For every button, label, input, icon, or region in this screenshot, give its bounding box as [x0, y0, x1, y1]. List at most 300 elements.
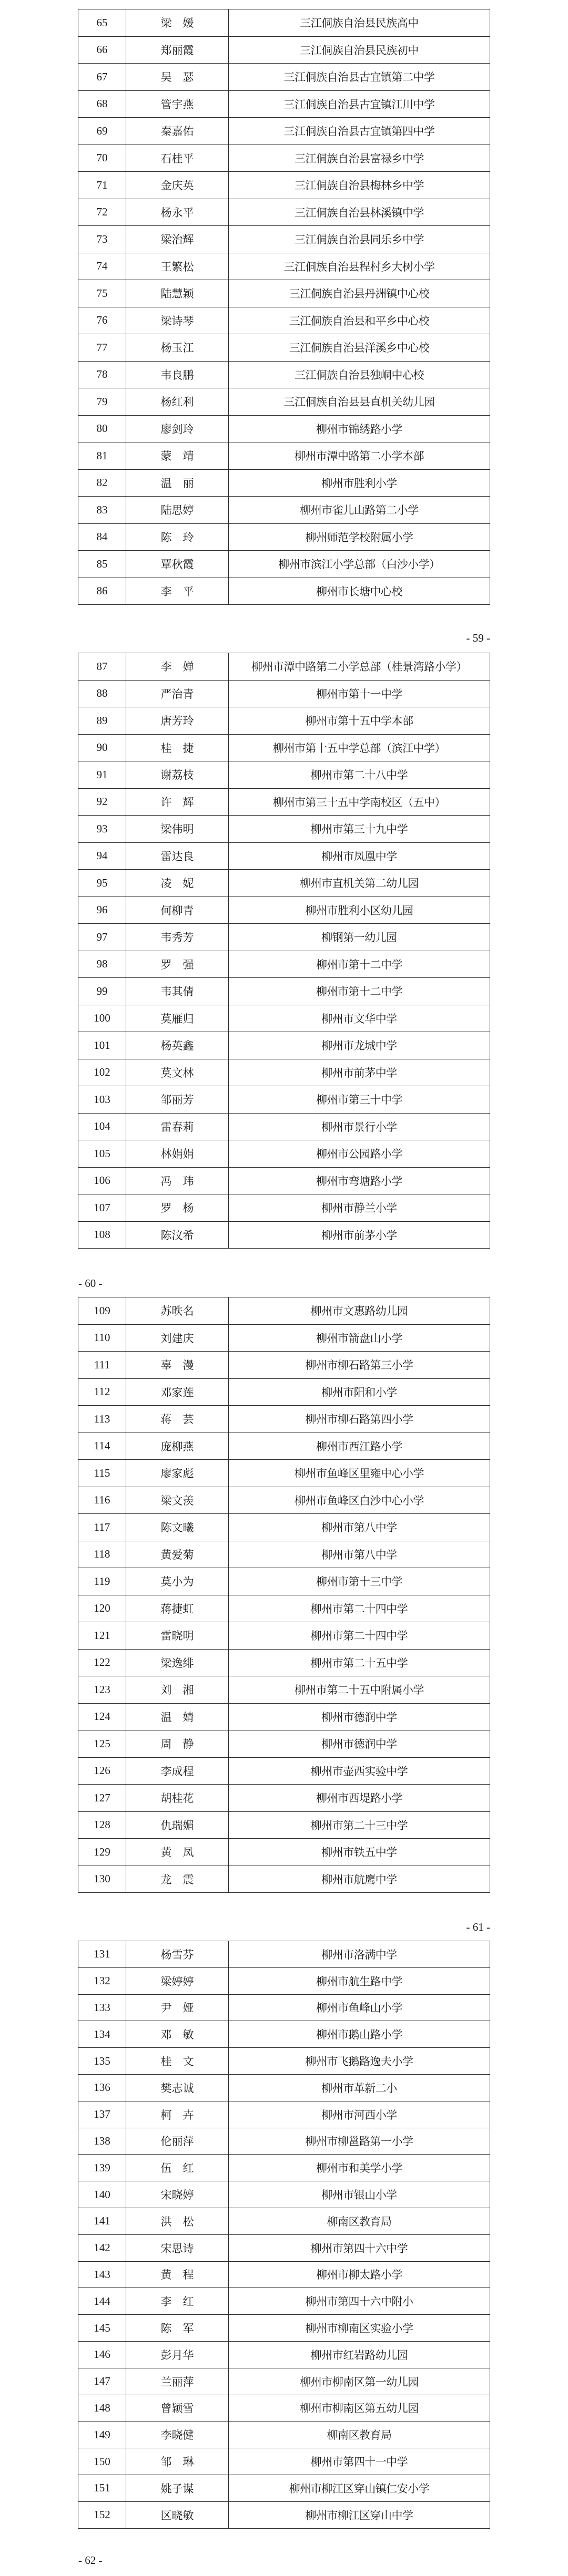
- table-row: [78, 978, 490, 1005]
- work-unit: 三江侗族自治县富禄乡中学: [229, 145, 490, 172]
- page-number: - 62 -: [78, 2554, 103, 2567]
- work-unit: 柳州市第四十六中学: [229, 2234, 490, 2261]
- table-row: [78, 1433, 490, 1460]
- table-row: [78, 1568, 490, 1595]
- work-unit: 柳州市第三十九中学: [229, 816, 490, 843]
- row-number: 96: [78, 897, 126, 924]
- row-number: 128: [78, 1811, 126, 1839]
- person-name: 杨玉江: [126, 334, 229, 362]
- table-row: [78, 2315, 490, 2342]
- work-unit: 柳州市鹅山路小学: [229, 2021, 490, 2048]
- work-unit: 柳州市西江路小学: [229, 1433, 490, 1460]
- person-name: 梁诗琴: [126, 307, 229, 334]
- person-name: 龙 震: [126, 1866, 229, 1893]
- table-row: [78, 1460, 490, 1487]
- row-number: 104: [78, 1113, 126, 1140]
- work-unit: 柳州市壶西实验中学: [229, 1757, 490, 1785]
- work-unit: 柳州市飞鹅路逸夫小学: [229, 2048, 490, 2075]
- row-number: 151: [78, 2475, 126, 2501]
- row-number: 116: [78, 1487, 126, 1514]
- work-unit: 柳州市箭盘山小学: [229, 1324, 490, 1352]
- work-unit: 柳州市柳邕路第一小学: [229, 2128, 490, 2155]
- person-name: 刘建庆: [126, 1324, 229, 1352]
- table-row: [78, 2074, 490, 2101]
- table-row: [78, 172, 490, 199]
- row-number: 147: [78, 2368, 126, 2395]
- work-unit: 柳州市景行小学: [229, 1113, 490, 1140]
- row-number: 114: [78, 1433, 126, 1460]
- person-name: 凌 妮: [126, 870, 229, 897]
- table-row: [78, 1839, 490, 1866]
- row-number: 138: [78, 2128, 126, 2155]
- person-name: 王繁松: [126, 253, 229, 280]
- person-name: 梁文羡: [126, 1487, 229, 1514]
- table-row: [78, 469, 490, 497]
- work-unit: 柳州市第十二中学: [229, 978, 490, 1005]
- work-unit: 柳州市直机关第二幼儿园: [229, 870, 490, 897]
- row-number: 120: [78, 1595, 126, 1622]
- work-unit: 柳州市锦绣路小学: [229, 415, 490, 442]
- row-number: 149: [78, 2422, 126, 2448]
- table-row: [78, 334, 490, 362]
- table-row: [78, 2395, 490, 2422]
- row-number: 75: [78, 280, 126, 307]
- work-unit: 柳州市鱼峰山小学: [229, 1994, 490, 2021]
- work-unit: 三江侗族自治县程村乡大树小学: [229, 253, 490, 280]
- row-number: 80: [78, 415, 126, 442]
- person-name: 陆慧颖: [126, 280, 229, 307]
- row-number: 137: [78, 2101, 126, 2128]
- row-number: 108: [78, 1221, 126, 1249]
- work-unit: 柳州市柳江区穿山中学: [229, 2501, 490, 2528]
- work-unit: 柳州市柳江区穿山镇仁安小学: [229, 2475, 490, 2501]
- person-name: 管宇燕: [126, 90, 229, 118]
- table-row: [78, 2341, 490, 2368]
- work-unit: 柳州市前茅中学: [229, 1059, 490, 1086]
- table-row: [78, 1785, 490, 1812]
- person-name: 辜 漫: [126, 1352, 229, 1379]
- work-unit: 三江侗族自治县民族初中: [229, 36, 490, 64]
- person-name: 宋晓婷: [126, 2181, 229, 2208]
- work-unit: 柳州市革新二小: [229, 2074, 490, 2101]
- row-number: 117: [78, 1514, 126, 1541]
- row-number: 67: [78, 64, 126, 91]
- row-number: 98: [78, 951, 126, 978]
- table-row: [78, 361, 490, 388]
- work-unit: 柳州市前茅小学: [229, 1221, 490, 1249]
- person-name: 吴 瑟: [126, 64, 229, 91]
- row-number: 126: [78, 1757, 126, 1785]
- person-name: 梁逸绯: [126, 1649, 229, 1676]
- row-number: 130: [78, 1866, 126, 1893]
- work-unit: 柳州市铁五中学: [229, 1839, 490, 1866]
- row-number: 84: [78, 523, 126, 551]
- work-unit: 三江侗族自治县民族高中: [229, 9, 490, 37]
- table-row: [78, 1059, 490, 1086]
- person-name: 李 平: [126, 578, 229, 605]
- row-number: 94: [78, 842, 126, 870]
- person-name: 郑丽霞: [126, 36, 229, 64]
- work-unit: 柳州市红岩路幼儿园: [229, 2341, 490, 2368]
- table-row: [78, 788, 490, 816]
- row-number: 81: [78, 442, 126, 470]
- person-name: 樊志诚: [126, 2074, 229, 2101]
- work-unit: 柳州市第三十中学: [229, 1086, 490, 1114]
- person-name: 区晓敏: [126, 2501, 229, 2528]
- table-row: [78, 199, 490, 226]
- row-number: 86: [78, 578, 126, 605]
- work-unit: 柳州市胜利小区幼儿园: [229, 897, 490, 924]
- table-row: [78, 924, 490, 951]
- table-row: [78, 951, 490, 978]
- person-name: 覃秋霞: [126, 551, 229, 578]
- person-name: 尹 娅: [126, 1994, 229, 2021]
- row-number: 88: [78, 680, 126, 707]
- row-number: 132: [78, 1967, 126, 1994]
- work-unit: 柳州市公园路小学: [229, 1140, 490, 1168]
- row-number: 110: [78, 1324, 126, 1352]
- work-unit: 柳州市和美学小学: [229, 2155, 490, 2181]
- work-unit: 柳州市潭中路第二小学总部（桂景湾路小学）: [229, 653, 490, 681]
- person-name: 梁婷婷: [126, 1967, 229, 1994]
- row-number: 124: [78, 1703, 126, 1730]
- table-row: [78, 2261, 490, 2288]
- table-row: [78, 9, 490, 37]
- table-row: [78, 1595, 490, 1622]
- row-number: 95: [78, 870, 126, 897]
- person-name: 曾颖雪: [126, 2395, 229, 2422]
- person-name: 彭月华: [126, 2341, 229, 2368]
- table-row: [78, 1352, 490, 1379]
- row-number: 97: [78, 924, 126, 951]
- page-number: - 60 -: [78, 1277, 103, 1290]
- person-name: 陆思婷: [126, 497, 229, 524]
- work-unit: 柳州市长塘中心校: [229, 578, 490, 605]
- row-number: 141: [78, 2208, 126, 2234]
- table-row: [78, 1297, 490, 1325]
- person-name: 周 静: [126, 1730, 229, 1758]
- person-name: 韦其倩: [126, 978, 229, 1005]
- page-number: - 61 -: [466, 1921, 490, 1933]
- work-unit: 柳州市第三十五中学南校区（五中）: [229, 788, 490, 816]
- person-name: 胡桂花: [126, 1785, 229, 1812]
- work-unit: 柳州市胜利小学: [229, 469, 490, 497]
- work-unit: 柳州市潭中路第二小学本部: [229, 442, 490, 470]
- row-number: 125: [78, 1730, 126, 1758]
- person-name: 金庆英: [126, 172, 229, 199]
- person-name: 蒋捷虹: [126, 1595, 229, 1622]
- table-row: [78, 1757, 490, 1785]
- table-row: [78, 1324, 490, 1352]
- work-unit: 柳州市滨江小学总部（白沙小学）: [229, 551, 490, 578]
- work-unit: 柳州市第二十八中学: [229, 761, 490, 789]
- work-unit: 柳州市柳石路第三小学: [229, 1352, 490, 1379]
- row-number: 73: [78, 226, 126, 253]
- work-unit: 柳州市洛满中学: [229, 1941, 490, 1968]
- table-row: [78, 415, 490, 442]
- table-row: [78, 1487, 490, 1514]
- person-name: 刘 湘: [126, 1676, 229, 1704]
- table-row: [78, 2021, 490, 2048]
- person-name: 宋思诗: [126, 2234, 229, 2261]
- row-number: 74: [78, 253, 126, 280]
- work-unit: 柳州市阳和小学: [229, 1378, 490, 1406]
- work-unit: 三江侗族自治县县直机关幼儿园: [229, 388, 490, 416]
- table-row: [78, 2422, 490, 2448]
- work-unit: 柳州市第十一中学: [229, 680, 490, 707]
- table-row: [78, 1167, 490, 1194]
- work-unit: 三江侗族自治县林溪镇中学: [229, 199, 490, 226]
- person-name: 邓 敏: [126, 2021, 229, 2048]
- table-row: [78, 2128, 490, 2155]
- work-unit: 柳州市第二十四中学: [229, 1622, 490, 1650]
- work-unit: 柳州市德润中学: [229, 1703, 490, 1730]
- table-row: [78, 36, 490, 64]
- work-unit: 三江侗族自治县梅林乡中学: [229, 172, 490, 199]
- table-row: [78, 1649, 490, 1676]
- person-name: 林娟娟: [126, 1140, 229, 1168]
- work-unit: 柳州市银山小学: [229, 2181, 490, 2208]
- table-row: [78, 2475, 490, 2501]
- table-row: [78, 2101, 490, 2128]
- table-row: [78, 118, 490, 145]
- row-number: 78: [78, 361, 126, 388]
- person-name: 李成程: [126, 1757, 229, 1785]
- row-number: 144: [78, 2288, 126, 2315]
- work-unit: 柳州市第十五中学本部: [229, 707, 490, 735]
- row-number: 152: [78, 2501, 126, 2528]
- work-unit: 柳州市第二十五中学: [229, 1649, 490, 1676]
- row-number: 140: [78, 2181, 126, 2208]
- row-number: 136: [78, 2074, 126, 2101]
- table-row: [78, 2448, 490, 2475]
- work-unit: 三江侗族自治县洋溪乡中心校: [229, 334, 490, 362]
- table-row: [78, 388, 490, 416]
- work-unit: 三江侗族自治县同乐乡中学: [229, 226, 490, 253]
- row-number: 91: [78, 761, 126, 789]
- table-row: [78, 653, 490, 681]
- work-unit: 三江侗族自治县和平乡中心校: [229, 307, 490, 334]
- table-row: [78, 870, 490, 897]
- table-row: [78, 1811, 490, 1839]
- person-name: 李 婵: [126, 653, 229, 681]
- person-name: 邓家莲: [126, 1378, 229, 1406]
- work-unit: 柳州市第十五中学总部（滨江中学）: [229, 734, 490, 761]
- row-number: 66: [78, 36, 126, 64]
- work-unit: 三江侗族自治县古宜镇江川中学: [229, 90, 490, 118]
- row-number: 105: [78, 1140, 126, 1168]
- table-row: [78, 897, 490, 924]
- work-unit: 三江侗族自治县古宜镇第二中学: [229, 64, 490, 91]
- work-unit: 柳州市弯塘路小学: [229, 1167, 490, 1194]
- row-number: 101: [78, 1032, 126, 1059]
- row-number: 77: [78, 334, 126, 362]
- table-row: [78, 734, 490, 761]
- person-name: 莫文林: [126, 1059, 229, 1086]
- work-unit: 三江侗族自治县丹洲镇中心校: [229, 280, 490, 307]
- table-row: [78, 707, 490, 735]
- row-number: 103: [78, 1086, 126, 1114]
- table-row: [78, 2288, 490, 2315]
- row-number: 135: [78, 2048, 126, 2075]
- table-row: [78, 2208, 490, 2234]
- row-number: 122: [78, 1649, 126, 1676]
- work-unit: 柳州市第二十四中学: [229, 1595, 490, 1622]
- work-unit: 柳州市第十三中学: [229, 1568, 490, 1595]
- table-row: [78, 761, 490, 789]
- row-number: 142: [78, 2234, 126, 2261]
- person-name: 陈汶希: [126, 1221, 229, 1249]
- work-unit: 柳州市柳南区第五幼儿园: [229, 2395, 490, 2422]
- work-unit: 柳州市静兰小学: [229, 1194, 490, 1222]
- person-name: 黄爱菊: [126, 1541, 229, 1568]
- person-name: 秦嘉佑: [126, 118, 229, 145]
- row-number: 69: [78, 118, 126, 145]
- person-name: 桂 捷: [126, 734, 229, 761]
- table-row: [78, 523, 490, 551]
- person-name: 雷晓明: [126, 1622, 229, 1650]
- row-number: 133: [78, 1994, 126, 2021]
- row-number: 71: [78, 172, 126, 199]
- person-name: 谢荔枝: [126, 761, 229, 789]
- table-row: [78, 1730, 490, 1758]
- row-number: 72: [78, 199, 126, 226]
- table-row: [78, 1378, 490, 1406]
- roster-table: [78, 653, 490, 1249]
- work-unit: 柳州市雀儿山路第二小学: [229, 497, 490, 524]
- person-name: 柯 卉: [126, 2101, 229, 2128]
- person-name: 莫小为: [126, 1568, 229, 1595]
- person-name: 韦秀芳: [126, 924, 229, 951]
- row-number: 146: [78, 2341, 126, 2368]
- table-row: [78, 1406, 490, 1433]
- work-unit: 柳南区教育局: [229, 2208, 490, 2234]
- work-unit: 柳州市鱼峰区白沙中心小学: [229, 1487, 490, 1514]
- work-unit: 柳州市第二十五中附属小学: [229, 1676, 490, 1704]
- row-number: 87: [78, 653, 126, 681]
- person-name: 庞柳燕: [126, 1433, 229, 1460]
- work-unit: 柳州市第二十三中学: [229, 1811, 490, 1839]
- row-number: 68: [78, 90, 126, 118]
- row-number: 99: [78, 978, 126, 1005]
- work-unit: 柳州市第四十一中学: [229, 2448, 490, 2475]
- table-row: [78, 2155, 490, 2181]
- row-number: 79: [78, 388, 126, 416]
- person-name: 陈文曦: [126, 1514, 229, 1541]
- table-row: [78, 1221, 490, 1249]
- table-row: [78, 1140, 490, 1168]
- work-unit: 柳州市柳石路第四小学: [229, 1406, 490, 1433]
- row-number: 85: [78, 551, 126, 578]
- row-number: 131: [78, 1941, 126, 1968]
- person-name: 黄 凤: [126, 1839, 229, 1866]
- person-name: 邹 琳: [126, 2448, 229, 2475]
- table-row: [78, 1194, 490, 1222]
- row-number: 82: [78, 469, 126, 497]
- table-row: [78, 1967, 490, 1994]
- person-name: 蒙 靖: [126, 442, 229, 470]
- person-name: 何柳青: [126, 897, 229, 924]
- row-number: 83: [78, 497, 126, 524]
- work-unit: 三江侗族自治县古宜镇第四中学: [229, 118, 490, 145]
- work-unit: 柳州市第八中学: [229, 1514, 490, 1541]
- table-row: [78, 1005, 490, 1032]
- work-unit: 柳州市河西小学: [229, 2101, 490, 2128]
- row-number: 93: [78, 816, 126, 843]
- table-row: [78, 1541, 490, 1568]
- row-number: 65: [78, 9, 126, 37]
- work-unit: 柳州市柳太路小学: [229, 2261, 490, 2288]
- table-row: [78, 2368, 490, 2395]
- table-row: [78, 1514, 490, 1541]
- person-name: 莫雁归: [126, 1005, 229, 1032]
- work-unit: 柳州市柳南区实验小学: [229, 2315, 490, 2342]
- work-unit: 柳州市航鹰中学: [229, 1866, 490, 1893]
- row-number: 115: [78, 1460, 126, 1487]
- work-unit: 柳州市第四十六中附小: [229, 2288, 490, 2315]
- person-name: 仇瑞媚: [126, 1811, 229, 1839]
- row-number: 112: [78, 1378, 126, 1406]
- person-name: 雷达良: [126, 842, 229, 870]
- table-row: [78, 2048, 490, 2075]
- table-row: [78, 64, 490, 91]
- row-number: 129: [78, 1839, 126, 1866]
- person-name: 桂 文: [126, 2048, 229, 2075]
- row-number: 90: [78, 734, 126, 761]
- table-row: [78, 1676, 490, 1704]
- row-number: 145: [78, 2315, 126, 2342]
- person-name: 姚子谋: [126, 2475, 229, 2501]
- row-number: 139: [78, 2155, 126, 2181]
- person-name: 雷春莉: [126, 1113, 229, 1140]
- person-name: 陈 军: [126, 2315, 229, 2342]
- person-name: 兰丽萍: [126, 2368, 229, 2395]
- row-number: 121: [78, 1622, 126, 1650]
- work-unit: 柳州市柳南区第一幼儿园: [229, 2368, 490, 2395]
- person-name: 石桂平: [126, 145, 229, 172]
- table-row: [78, 2501, 490, 2528]
- person-name: 廖家彪: [126, 1460, 229, 1487]
- person-name: 梁治辉: [126, 226, 229, 253]
- work-unit: 柳州市航生路中学: [229, 1967, 490, 1994]
- person-name: 杨红利: [126, 388, 229, 416]
- person-name: 伦丽萍: [126, 2128, 229, 2155]
- row-number: 143: [78, 2261, 126, 2288]
- roster-table: [78, 1297, 490, 1893]
- person-name: 廖剑玲: [126, 415, 229, 442]
- table-row: [78, 145, 490, 172]
- person-name: 罗 杨: [126, 1194, 229, 1222]
- table-row: [78, 1941, 490, 1968]
- row-number: 148: [78, 2395, 126, 2422]
- row-number: 89: [78, 707, 126, 735]
- work-unit: 柳钢第一幼儿园: [229, 924, 490, 951]
- work-unit: 柳州市鱼峰区里雍中心小学: [229, 1460, 490, 1487]
- table-row: [78, 1994, 490, 2021]
- work-unit: 三江侗族自治县独峒中心校: [229, 361, 490, 388]
- person-name: 罗 强: [126, 951, 229, 978]
- work-unit: 柳南区教育局: [229, 2422, 490, 2448]
- person-name: 许 辉: [126, 788, 229, 816]
- person-name: 韦良鹏: [126, 361, 229, 388]
- table-row: [78, 226, 490, 253]
- table-row: [78, 253, 490, 280]
- person-name: 温 丽: [126, 469, 229, 497]
- row-number: 76: [78, 307, 126, 334]
- person-name: 李晓健: [126, 2422, 229, 2448]
- row-number: 70: [78, 145, 126, 172]
- table-row: [78, 280, 490, 307]
